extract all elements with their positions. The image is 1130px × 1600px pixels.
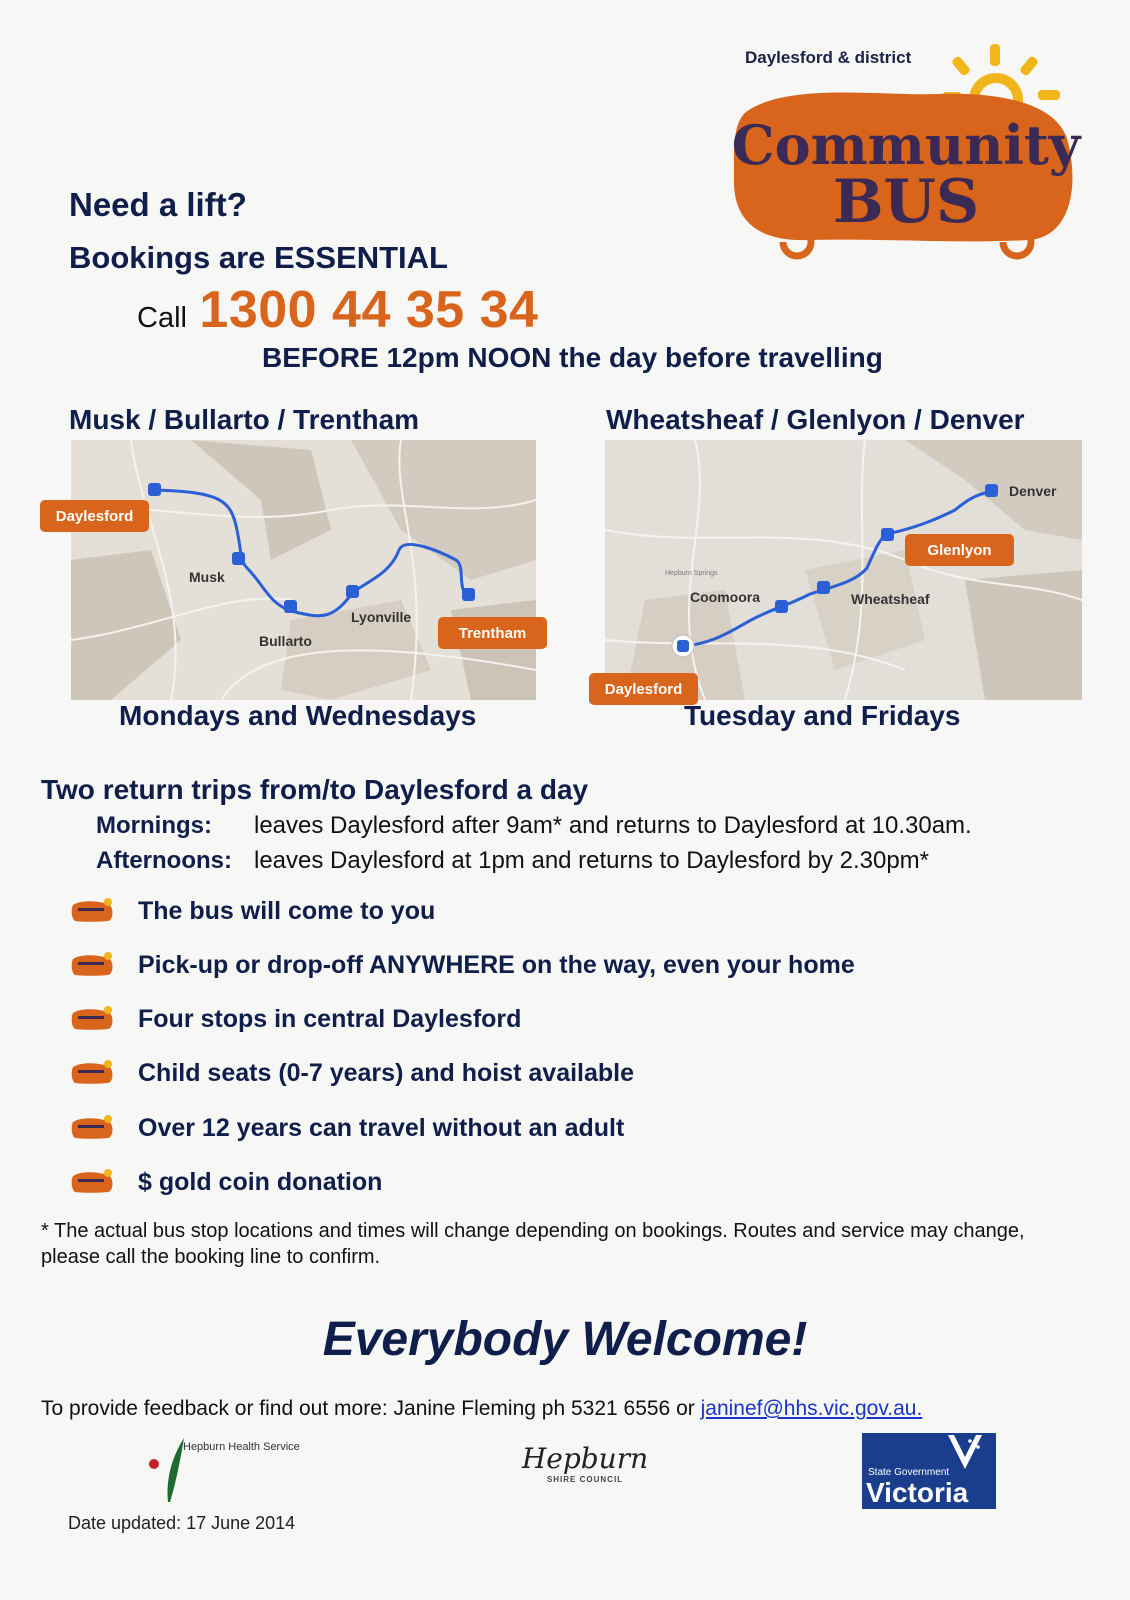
- hepburn-shire-logo: [520, 1442, 650, 1502]
- afternoons-text: leaves Daylesford at 1pm and returns to Daylesford by 2.30pm*: [254, 847, 930, 874]
- trips-heading: Two return trips from/to Daylesford a day: [41, 774, 589, 805]
- feedback-text: To provide feedback or find out more: Janine Fleming ph 5321 6556 or: [41, 1397, 695, 1420]
- victoria-gov-logo: [862, 1433, 996, 1509]
- map1-badge-daylesford: [40, 500, 149, 532]
- hepburn-subtitle: SHIRE COUNCIL: [546, 1475, 624, 1484]
- feature-text: Pick-up or drop-off ANYWHERE on the way, even your home: [138, 950, 855, 979]
- afternoons-row: [96, 847, 929, 875]
- feature-text: Over 12 years can travel without an adult: [138, 1113, 625, 1142]
- feature-text: The bus will come to you: [138, 896, 436, 925]
- route1-map: [71, 440, 536, 700]
- feature-item: [70, 1053, 1030, 1093]
- email-link[interactable]: janinef@hhs.vic.gov.au.: [700, 1397, 923, 1420]
- feature-item: [70, 1108, 1030, 1148]
- bus-logo-bullet-icon: [70, 950, 114, 980]
- map1-label-bullarto: Bullarto: [259, 633, 312, 649]
- hepburn-wordmark: Hepburn: [521, 1442, 649, 1475]
- feature-item: [70, 891, 1030, 931]
- route1-title: Musk / Bullarto / Trentham: [69, 404, 420, 435]
- feature-item: [70, 1162, 1030, 1202]
- logo-line1: Community: [731, 113, 1081, 177]
- welcome-heading: Everybody Welcome!: [322, 1313, 808, 1366]
- call-label: Call: [137, 302, 187, 334]
- bus-logo-bullet-icon: [70, 1058, 114, 1088]
- map1-badge-trentham: [438, 617, 547, 649]
- route1-days: Mondays and Wednesdays: [119, 700, 477, 731]
- feature-text: Child seats (0-7 years) and hoist available: [138, 1058, 635, 1087]
- badge-label: Daylesford: [55, 507, 134, 525]
- map2-label-wheatsheaf: Wheatsheaf: [851, 591, 930, 607]
- leaf-icon: [168, 1438, 184, 1502]
- date-updated: Date updated: 17 June 2014: [68, 1513, 296, 1533]
- route2-days: Tuesday and Fridays: [684, 700, 961, 731]
- map2-label-tiny: Hepburn Springs: [665, 570, 718, 577]
- disclaimer-note: * The actual bus stop locations and times will change depending on bookings. Routes and service may change, please call the booking line to confirm.: [41, 1220, 1025, 1268]
- feature-text: Four stops in central Daylesford: [138, 1004, 522, 1033]
- vic-small-text: State Government: [868, 1467, 950, 1478]
- feedback-line: [41, 1397, 922, 1421]
- feature-item: [70, 999, 1030, 1039]
- map2-label-denver: Denver: [1009, 483, 1057, 499]
- feature-item: [70, 945, 1030, 985]
- need-a-lift-heading: Need a lift?: [69, 186, 247, 223]
- route2-map: [605, 440, 1082, 700]
- badge-label: Trentham: [458, 624, 527, 642]
- logo-subtitle: Daylesford & district: [745, 48, 912, 67]
- map2-label-coomoora: Coomoora: [690, 589, 760, 605]
- bus-logo-bullet-icon: [70, 1004, 114, 1034]
- map2-badge-daylesford: [589, 673, 698, 705]
- hhs-name: Hepburn Health Service: [183, 1441, 300, 1453]
- call-line: [137, 280, 538, 340]
- map2-badge-glenlyon: [905, 534, 1014, 566]
- afternoons-label: Afternoons:: [96, 847, 232, 874]
- badge-label: Glenlyon: [927, 541, 992, 559]
- bus-logo-bullet-icon: [70, 896, 114, 926]
- map1-label-musk: Musk: [189, 569, 225, 585]
- feature-text: $ gold coin donation: [138, 1167, 383, 1196]
- community-bus-logo: [728, 42, 1086, 290]
- phone-number[interactable]: 1300 44 35 34: [199, 281, 539, 339]
- bookings-heading: Bookings are ESSENTIAL: [69, 240, 448, 275]
- mornings-label: Mornings:: [96, 812, 212, 839]
- badge-label: Daylesford: [604, 680, 683, 698]
- map1-label-lyonville: Lyonville: [351, 609, 412, 625]
- logo-line2: BUS: [832, 167, 980, 237]
- route2-title: Wheatsheaf / Glenlyon / Denver: [606, 404, 1025, 435]
- mornings-row: [96, 812, 972, 840]
- mornings-text: leaves Daylesford after 9am* and returns to Daylesford at 10.30am.: [254, 812, 972, 839]
- booking-deadline: BEFORE 12pm NOON the day before travelling: [262, 342, 883, 373]
- vic-big-text: Victoria: [866, 1477, 969, 1508]
- bus-logo-bullet-icon: [70, 1167, 114, 1197]
- bus-logo-bullet-icon: [70, 1113, 114, 1143]
